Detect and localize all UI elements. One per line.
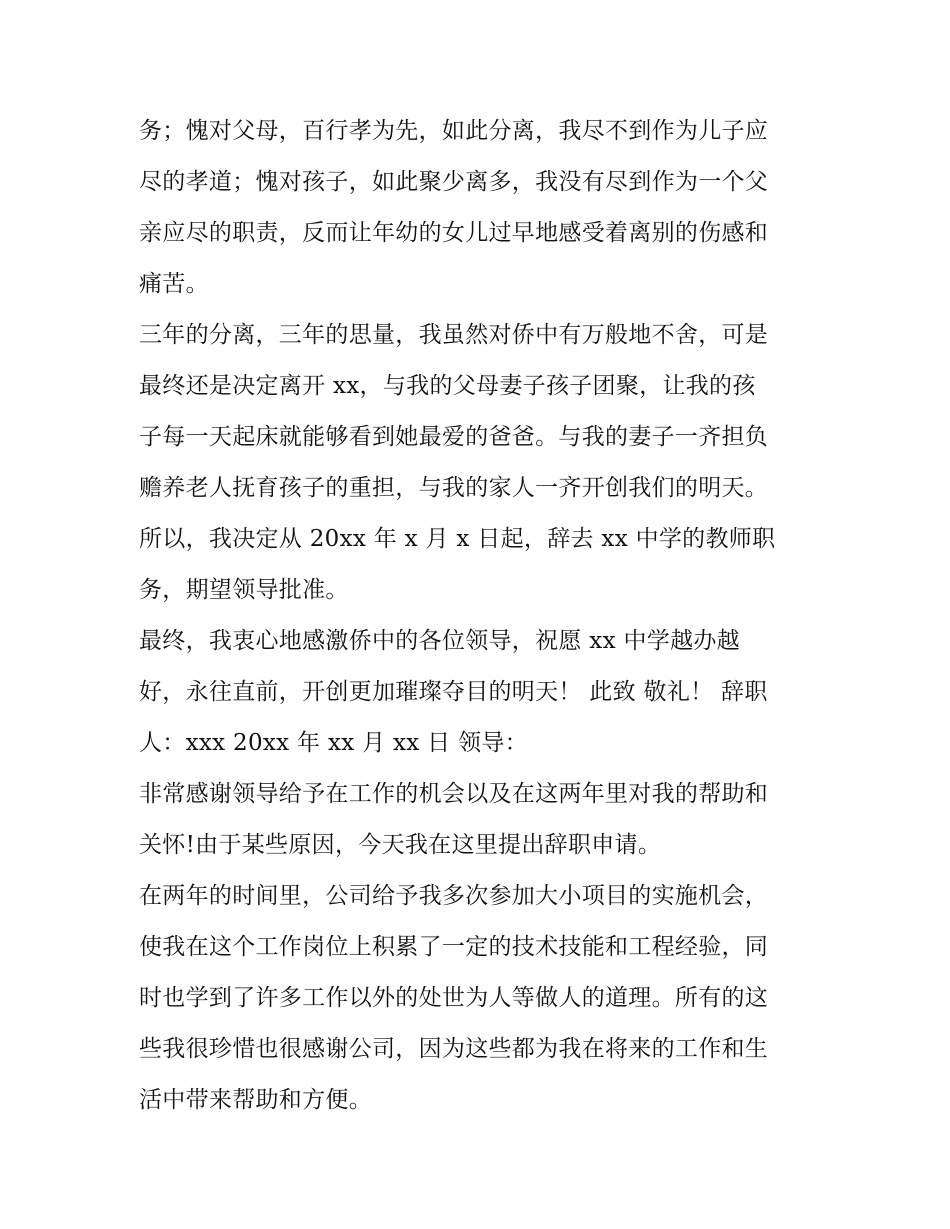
text-line: 尽的孝道；愧对孩子，如此聚少离多，我没有尽到作为一个父: [139, 169, 769, 195]
text-line: 好，永往直前，开创更加璀璨夺目的明天！ 此致 敬礼！ 辞职: [139, 679, 768, 705]
text-line: 人：xxx 20xx 年 xx 月 xx 日 领导：: [139, 730, 528, 756]
text-line: 非常感谢领导给予在工作的机会以及在这两年里对我的帮助和: [139, 781, 769, 807]
text-line: 所以，我决定从 20xx 年 x 月 x 日起，辞去 xx 中学的教师职: [139, 526, 776, 552]
text-line: 时也学到了许多工作以外的处世为人等做人的道理。所有的这: [139, 985, 769, 1011]
letter-body: [139, 106, 819, 1126]
text-line: 赡养老人抚育孩子的重担，与我的家人一齐开创我们的明天。: [139, 475, 769, 501]
text-line: 子每一天起床就能够看到她最爱的爸爸。与我的妻子一齐担负: [139, 424, 769, 450]
text-line: 使我在这个工作岗位上积累了一定的技术技能和工程经验，同: [139, 934, 769, 960]
text-line: 最终还是决定离开 xx，与我的父母妻子孩子团聚，让我的孩: [139, 373, 756, 399]
text-line: 关怀!由于某些原因，今天我在这里提出辞职申请。: [139, 832, 662, 858]
text-line: 最终，我衷心地感激侨中的各位领导，祝愿 xx 中学越办越: [139, 628, 740, 654]
text-line: 活中带来帮助和方便。: [139, 1087, 372, 1113]
text-line: 务，期望领导批准。: [139, 577, 349, 603]
text-line: 些我很珍惜也很感谢公司，因为这些都为我在将来的工作和生: [139, 1036, 769, 1062]
text-line: 务；愧对父母，百行孝为先，如此分离，我尽不到作为儿子应: [139, 118, 769, 144]
text-line: 痛苦。: [139, 271, 209, 297]
text-line: 在两年的时间里，公司给予我多次参加大小项目的实施机会，: [139, 883, 769, 909]
text-line: 三年的分离，三年的思量，我虽然对侨中有万般地不舍，可是: [139, 322, 769, 348]
text-line: 亲应尽的职责，反而让年幼的女儿过早地感受着离别的伤感和: [139, 220, 769, 246]
